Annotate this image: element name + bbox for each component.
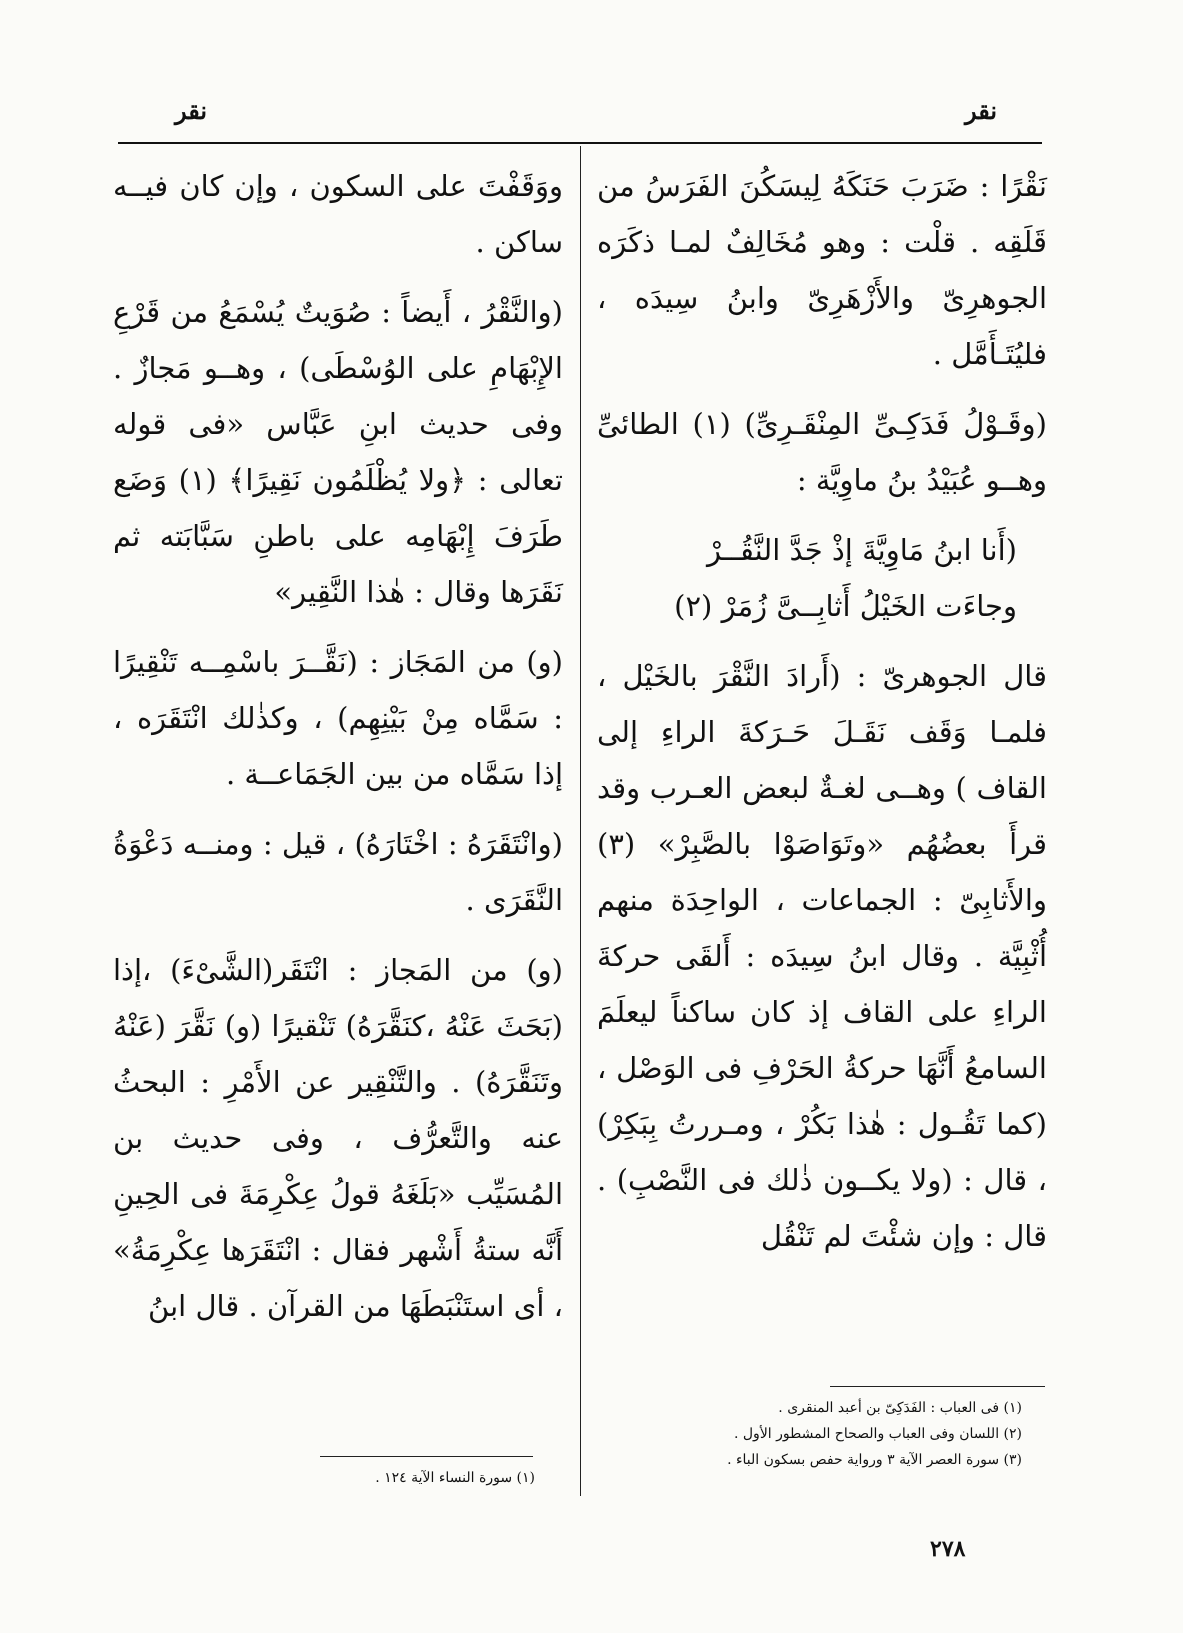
paragraph: (وانْتَقَرَهُ : اخْتَارَهُ) ، قيل : ومنــه دَعْوَةُ النَّقَرَى .: [113, 827, 563, 917]
running-header-right: نقر: [965, 96, 998, 125]
footnotes-right: [597, 1395, 1022, 1473]
footnote-rule-left: [320, 1456, 533, 1457]
running-header-left: نقر: [175, 96, 208, 125]
footnote: (٣) سورة العصر الآية ٣ ورواية حفص بسكون الباء .: [727, 1452, 1022, 1468]
footnote-rule-right: [830, 1386, 1045, 1387]
paragraph: (والنَّقْرُ ، أَيضاً : صُوَيتٌ يُسْمَعُ من قَرْعِ الإِبْهَامِ على الوُسْطَى) ، وهــو مَجازٌ . وفى حديث ابنِ عَبَّاس «فى قوله تعالى : ﴿ولا يُظْلَمُون نَقِيرًا﴾ (١) وَضَع طَرَفَ إِبْهَامِه على باطنِ سَبَّابَته ثم نَقَرَها وقال : هٰذا النَّقِير»: [113, 295, 563, 609]
page-number: ٢٧٨: [930, 1536, 966, 1562]
verse-line: (أَنا ابنُ مَاوِيَّةَ إذْ جَدَّ النَّقُــرْ: [707, 533, 1017, 567]
paragraph: ووَقَفْتَ على السكون ، وإن كان فيــه ساكن .: [113, 169, 563, 259]
verse: [597, 522, 1047, 634]
paragraph: نَقْرًا : ضَرَبَ حَنَكَهُ لِيسَكُنَ الفَرَسُ من قَلَقِه . قلْت : وهو مُخَالِفٌ لمـا ذكَرَه الجوهرِىّ والأَزْهَرِىّ وابنُ سِيدَه ، فليُتَـأَمَّل .: [597, 169, 1047, 371]
footnotes-left: [300, 1465, 535, 1491]
footnote: (١) سورة النساء الآية ١٢٤ .: [375, 1470, 535, 1486]
verse-line: وجاءَت الخَيْلُ أَثابِــىَّ زُمَرْ (٢): [674, 589, 1017, 623]
header-rule: [118, 142, 1042, 144]
paragraph: قال الجوهرىّ : (أَرادَ النَّقْرَ بالخَيْل ، فلمـا وَقَف نَقَـلَ حَـرَكةَ الراءِ إلى القاف ) وهــى لغـةٌ لبعض العـرب وقد قرأَ بعضُهُم «وتَوَاصَوْا بالصَّبِرْ» (٣) والأَثابِىّ : الجماعات ، الواحِدَة منهم أُثْبِيَّة . وقال ابنُ سِيدَه : أَلقَى حركةَ الراءِ على القاف إذ كان ساكناً ليعلَمَ السامعُ أَنَّهَا حركةُ الحَرْفِ فى الوَصْل ، (كما تَقُـول : هٰذا بَكُرْ ، ومـررتُ بِبَكِرْ) ، قال : (ولا يكــون ذٰلك فى النَّصْبِ) . قال : وإن شئْتَ لم تَنْقُل: [597, 659, 1047, 1253]
footnote: (١) فى العباب : الفَدَكِىّ بن أعبد المنقرى .: [778, 1400, 1022, 1416]
paragraph: (وقَـوْلُ فَدَكِـىِّ المِنْقَـرِىِّ) (١) الطائىِّ وهــو عُبَيْدُ بنُ ماوِيَّة :: [597, 407, 1047, 497]
column-divider: [580, 146, 581, 1496]
footnote: (٢) اللسان وفى العباب والصحاح المشطور الأول .: [733, 1426, 1022, 1442]
paragraph: (و) من المَجَاز : (نَقَّــرَ باسْمِــه تَنْقِيرًا : سَمَّاه مِنْ بَيْنِهِم) ، وكذٰلك انْتَقَرَه ، إذا سَمَّاه من بين الجَمَاعــة .: [113, 645, 563, 791]
left-column: [113, 158, 563, 1348]
right-column: [597, 158, 1047, 1278]
paragraph: (و) من المَجاز : انْتَقَر(الشَّىْءَ) ،إذا (بَحَثَ عَنْهُ ،كنَقَّرَهُ) تَنْقيرًا (و) نَقَّرَ (عَنْهُ وتَنَقَّرَهُ) . والتَّنْقِير عن الأَمْرِ : البحثُ عنه والتَّعرُّف ، وفى حديث بن المُسَيِّب «بَلَغَهُ قولُ عِكْرِمَةَ فى الحِينِ أَنَّه ستةُ أَشْهر فقال : انْتَقَرَها عِكْرِمَةُ» ، أى استَنْبَطَهَا من القرآن . قال ابنُ: [113, 953, 563, 1323]
